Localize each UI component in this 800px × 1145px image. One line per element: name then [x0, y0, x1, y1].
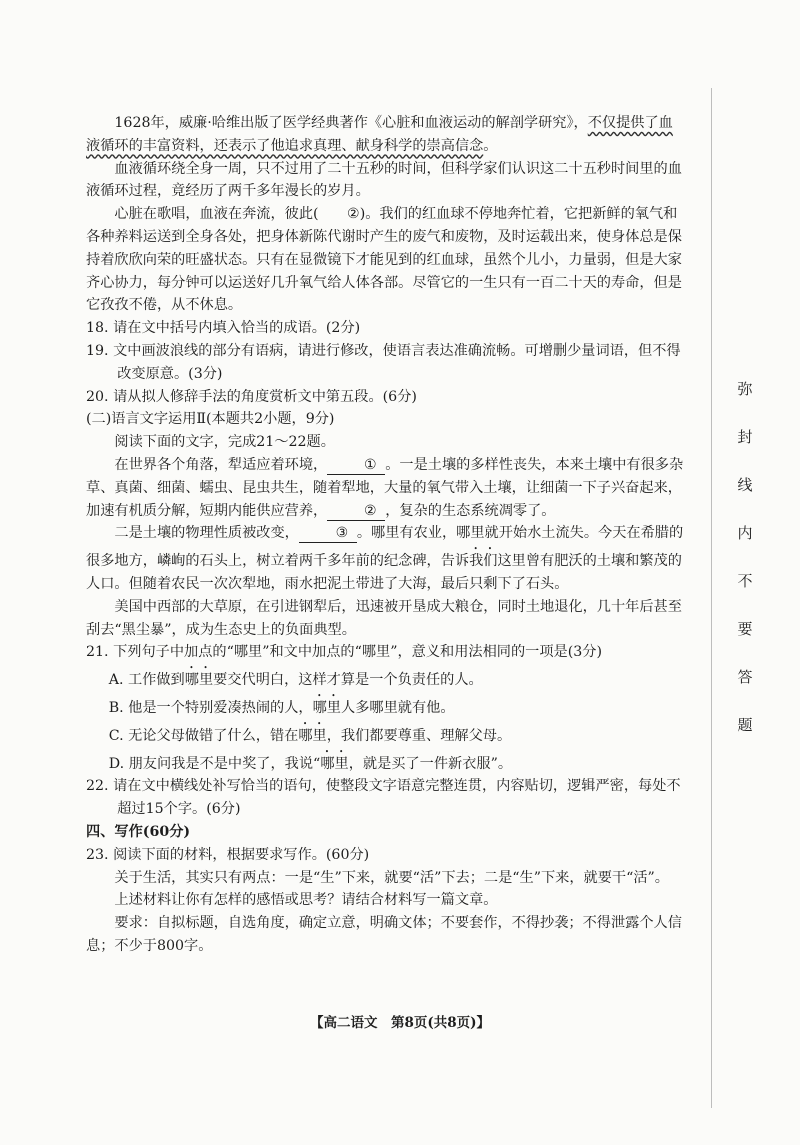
- passage-text: 。一是土壤的多样性丧失，本来土壤中有很多杂草、真菌、细菌、蠕虫、昆虫共生，随着犁地，大量的氧气带入土壤，让细菌一下子兴奋起来，加速有机质分解，短期内能供应营养，: [86, 456, 684, 519]
- question-21-option-b: [86, 692, 686, 720]
- seal-char: 内: [737, 524, 753, 542]
- fill-blank-1: ①: [327, 456, 385, 475]
- option-text: 要交代明白，这样才算是一个负责任的人。: [213, 672, 483, 689]
- option-text: C. 无论父母做错了什么，错在: [108, 727, 299, 744]
- question-21-option-a: [86, 664, 686, 692]
- seal-char: 线: [737, 476, 753, 494]
- passage-paragraph-3: [86, 203, 686, 317]
- passage-paragraph-1: [86, 112, 686, 158]
- passage-paragraph-2: 血液循环绕全身一周，只不过用了二十五秒的时间，但科学家们认识这二十五秒时间里的血液循环过程，竟经历了两千多年漫长的岁月。: [86, 160, 682, 200]
- question-20: 20. 请从拟人修辞手法的角度赏析文中第五段。(6分): [86, 388, 417, 405]
- question-23: 23. 阅读下面的材料，根据要求写作。(60分): [86, 846, 370, 863]
- question-18: 18. 请在文中括号内填入恰当的成语。(2分): [86, 320, 361, 337]
- option-text: B. 他是一个特别爱凑热闹的人，: [108, 699, 313, 716]
- question-22: 22. 请在文中横线处补写恰当的语句，使整段文字语意完整连贯，内容贴切，逻辑严密，每处不超过15个字。(6分): [86, 778, 681, 818]
- section-2-intro: 阅读下面的文字，完成21～22题。: [114, 434, 335, 451]
- option-text: ，就是买了一件新衣服”。: [348, 755, 513, 772]
- passage-text: )。我们的红血球不停地奔忙着，它把新鲜的氧气和各种养料运送到全身各处，把身体新陈代谢时产生的废气和废物，及时运载出来，使身体总是保持着欣欣向荣的旺盛状态。只有在显微镜下才能见到的红血球，虽然个儿小，力量弱，但是大家齐心协力，每分钟可以运送好几升氧气给人体各部。尽管它的一生只有一百二十天的寿命，但是它孜孜不倦，从不休息。: [86, 206, 682, 314]
- dotted-word: 哪里: [298, 727, 327, 744]
- writing-material-1: 关于生活，其实只有两点：一是“生”下来，就要“活”下去；二是“生”下来，就要干“活”。: [114, 869, 669, 886]
- dotted-word: 我们: [469, 553, 498, 570]
- section-2-title: (二)语言文字运用Ⅱ(本题共2小题，9分): [86, 411, 335, 428]
- option-text: D. 朋友问我是不是中奖了，我说“: [108, 755, 321, 772]
- wavy-underlined-sentence: 不仅提供了血液循环的丰富资料，还表示了他追求真理、献身科学的崇高信念: [86, 115, 673, 154]
- seal-line-notice: [733, 378, 757, 762]
- seal-char: 不: [737, 572, 753, 590]
- passage-text: ，复杂的生态系统凋零了。: [385, 502, 556, 519]
- option-text: 人多哪里就有他。: [341, 699, 455, 716]
- seal-char: 要: [737, 620, 753, 638]
- section-4-title: 四、写作(60分): [86, 823, 191, 840]
- option-text: A. 工作做到: [108, 672, 185, 689]
- passage-text: 。哪里有农业，哪里就开始水土流失。今天在希腊的很多地方，嶙峋的石头上，树立着两千多年前的纪念碑，告诉: [86, 525, 684, 570]
- passage-text: 二是土壤的物理性质被改变，: [114, 525, 299, 542]
- binding-line: [711, 88, 712, 1108]
- passage-text: 。: [483, 137, 498, 154]
- page-footer: 【高二语文 第8页(共8页)】: [309, 1015, 491, 1031]
- passage-text: 在世界各个角落，犁适应着环境，: [114, 456, 328, 473]
- passage-text: 心脏在歌唱，血液在奔流，彼此(: [114, 206, 319, 223]
- passage-text: 1628年，威廉·哈维出版了医学经典著作《心脏和血液运动的解剖学研究》，: [114, 115, 588, 131]
- fill-blank-3: ③: [299, 524, 357, 543]
- question-19: 19. 文中画波浪线的部分有语病，请进行修改，使语言表达准确流畅。可增删少量词语，但不得改变原意。(3分): [86, 342, 681, 382]
- dotted-word: 哪里: [312, 699, 341, 716]
- writing-requirements: 要求：自拟标题，自选角度，确定立意，明确文体；不要套作，不得抄袭；不得泄露个人信息；不少于800字。: [86, 915, 682, 954]
- fill-blank-2: ②: [327, 502, 385, 521]
- blank-marker: ②: [346, 206, 360, 223]
- seal-char: 答: [737, 668, 753, 686]
- reading-paragraph-1: [86, 454, 686, 522]
- seal-char: 弥: [737, 380, 753, 398]
- question-21-option-d: [86, 748, 686, 776]
- dotted-word: 哪里: [184, 672, 214, 689]
- option-text: ，我们都要尊重、理解父母。: [326, 727, 512, 744]
- dotted-word: 哪里: [320, 755, 349, 772]
- page-content: [86, 112, 686, 958]
- seal-char: 题: [737, 716, 753, 734]
- question-21-option-c: [86, 720, 686, 748]
- question-21-stem: 21. 下列句子中加点的“哪里”和文中加点的“哪里”，意义和用法相同的一项是(3分): [86, 644, 602, 661]
- passage-text: 这里曾有肥沃的土壤和繁茂的人口。但随着农民一次次犁地，雨水把泥土带进了大海，最后只剩下了石头。: [86, 553, 682, 592]
- writing-material-2: 上述材料让你有怎样的感悟或思考？请结合材料写一篇文章。: [114, 892, 498, 909]
- reading-paragraph-2: [86, 522, 686, 595]
- reading-paragraph-3: 美国中西部的大草原，在引进钢犁后，迅速被开垦成大粮仓，同时土地退化，几十年后甚至刮去“黑尘暴”，成为生态史上的负面典型。: [86, 598, 682, 638]
- seal-char: 封: [737, 428, 753, 446]
